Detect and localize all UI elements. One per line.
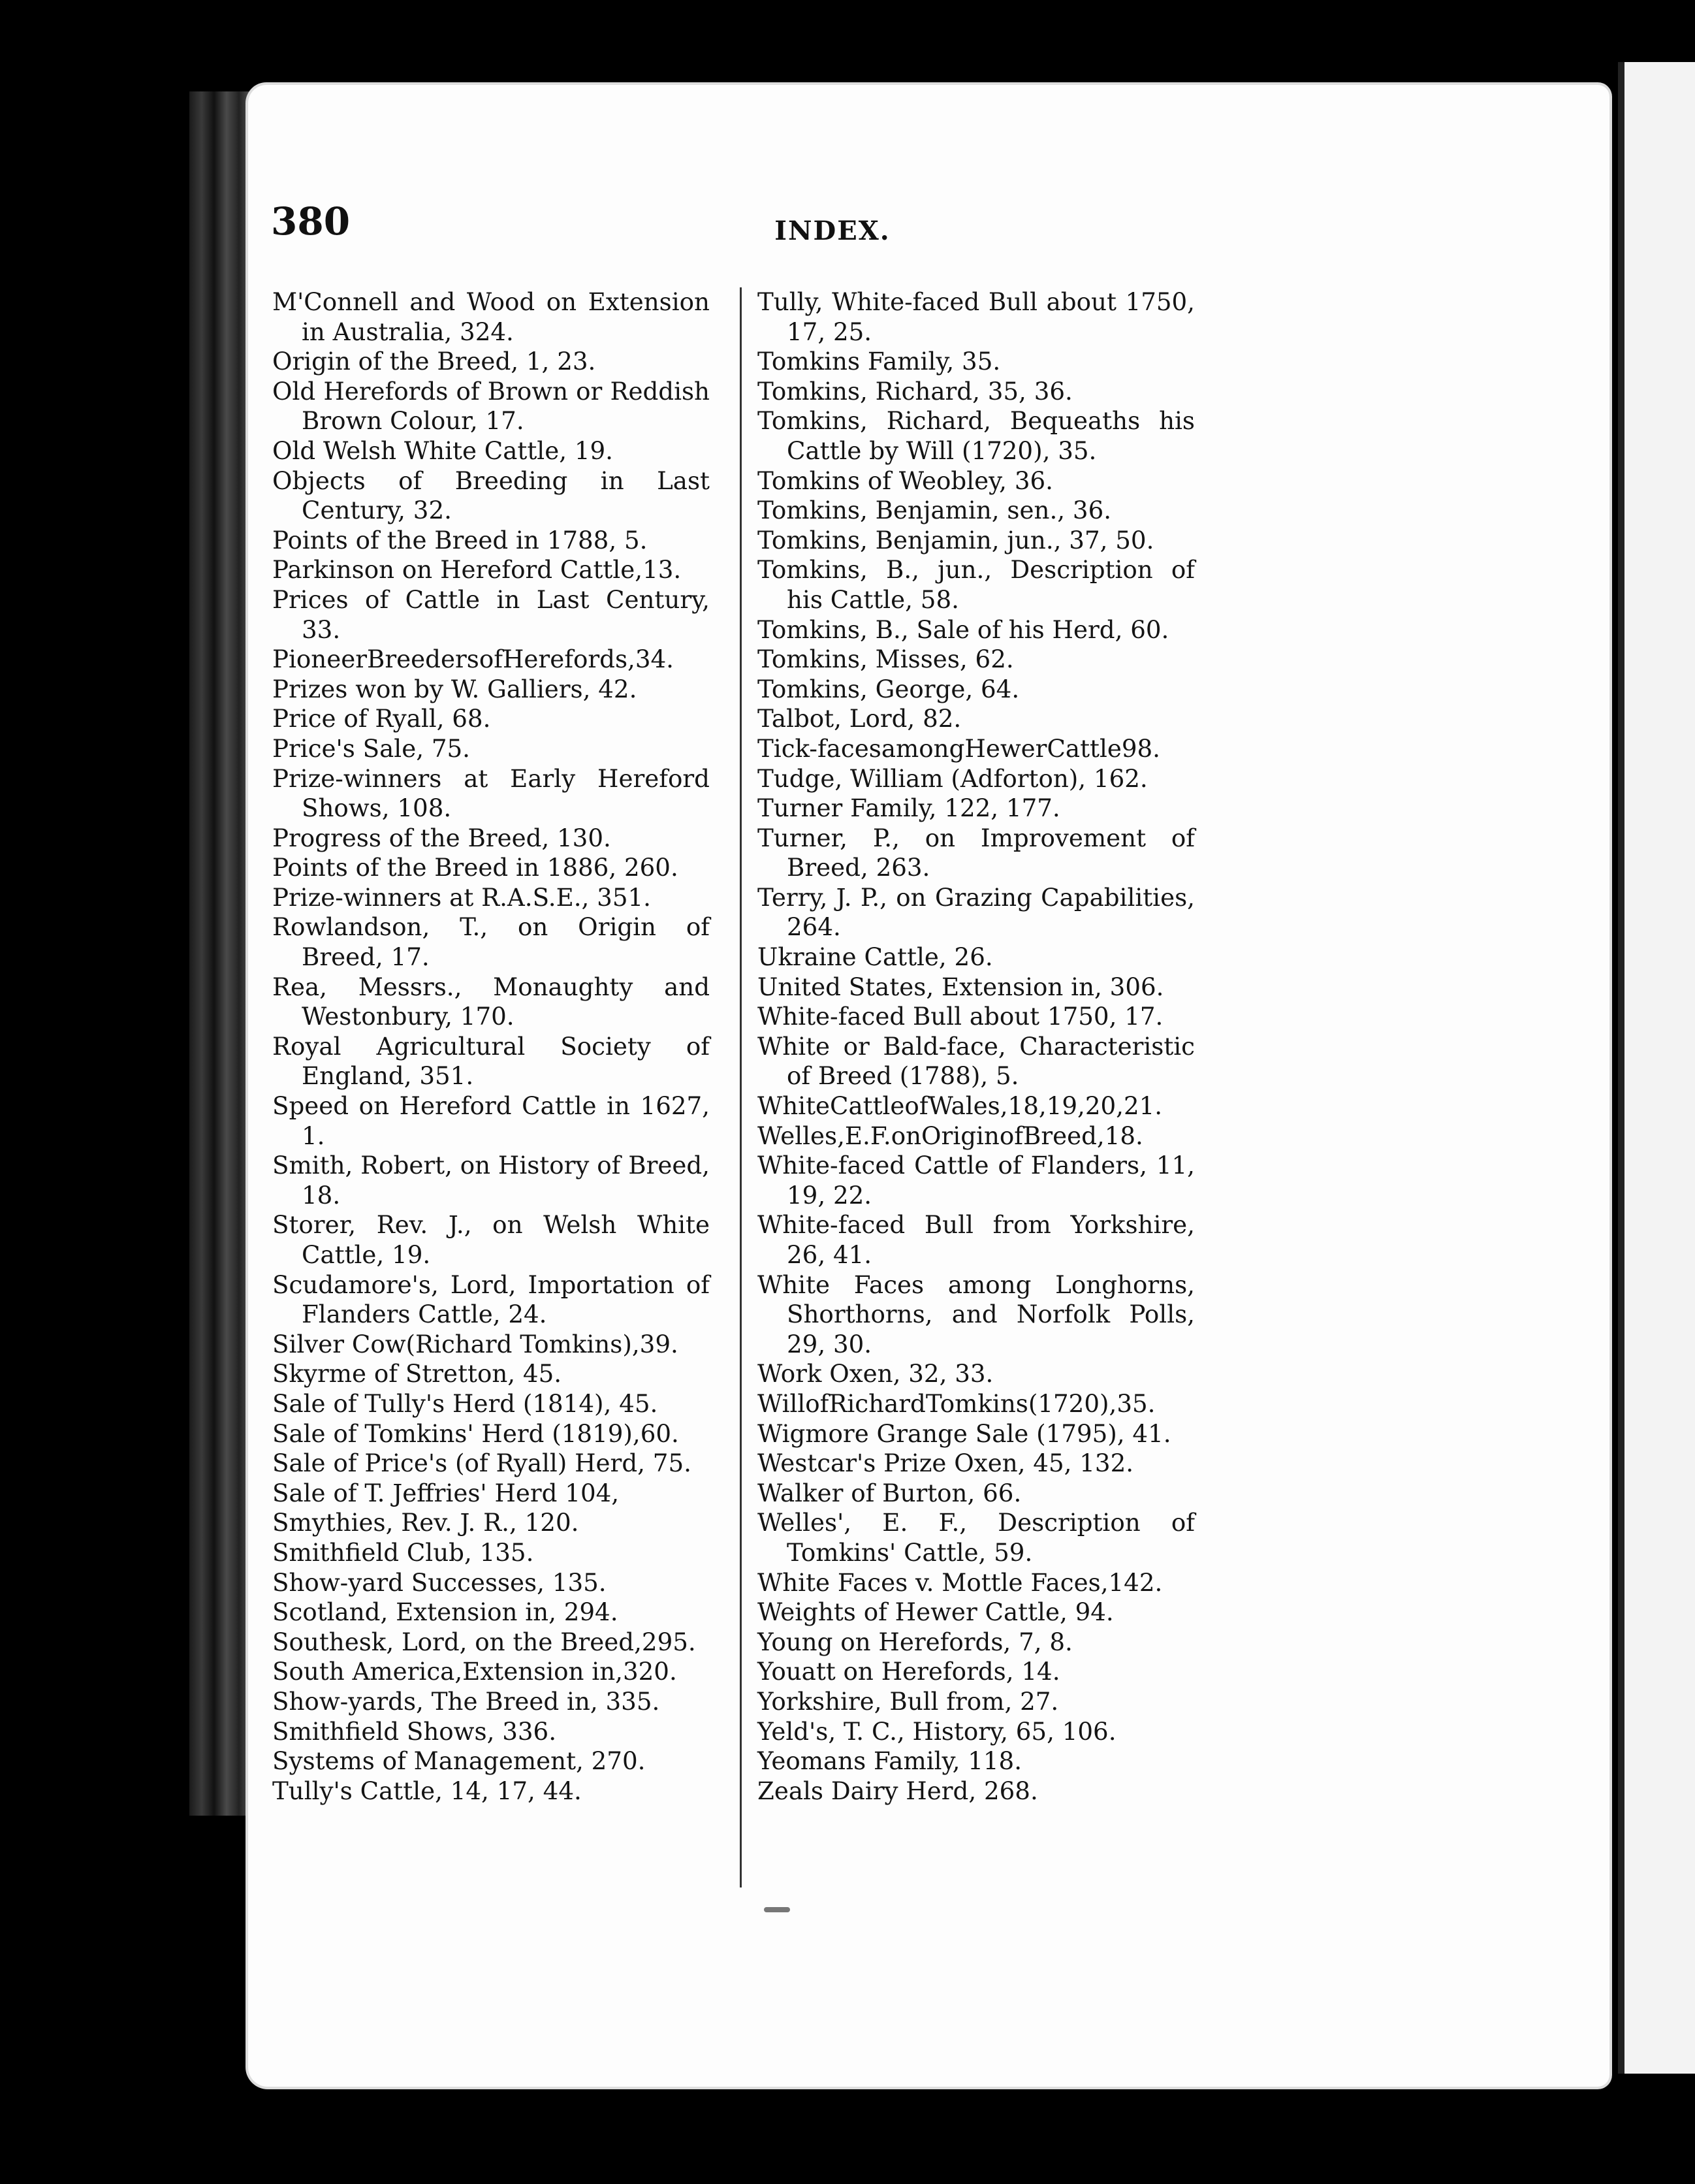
- page-number: 380: [271, 199, 351, 244]
- index-entry: White Faces v. Mottle Faces,142.: [757, 1567, 1163, 1597]
- index-entry: Sale of Tomkins' Herd (1819),60.: [272, 1419, 679, 1448]
- index-entry: Progress of the Breed, 130.: [272, 823, 611, 852]
- index-entry: Ukraine Cattle, 26.: [757, 942, 993, 972]
- index-entry: Smithfield Club, 135.: [272, 1537, 534, 1567]
- index-entry: Terry, J. P., on Grazing Capabilities, 264.: [757, 882, 1195, 942]
- index-entry: Tomkins, Richard, Bequeaths his Cattle by Will (1720), 35.: [757, 406, 1195, 465]
- index-entry: Objects of Breeding in Last Century, 32.: [272, 466, 710, 525]
- index-entry: Systems of Management, 270.: [272, 1746, 646, 1776]
- index-entry: White-faced Bull about 1750, 17.: [757, 1002, 1164, 1031]
- index-entry: Sale of T. Jeffries' Herd 104,: [272, 1478, 620, 1507]
- index-entry: Prize-winners at R.A.S.E., 351.: [272, 882, 651, 912]
- index-entry: Smythies, Rev. J. R., 120.: [272, 1508, 579, 1537]
- index-entry: Tomkins, Misses, 62.: [757, 645, 1014, 674]
- index-entry: Speed on Hereford Cattle in 1627, 1.: [272, 1091, 710, 1150]
- index-entry: Work Oxen, 32, 33.: [757, 1359, 994, 1389]
- index-entry: Silver Cow(Richard Tomkins),39.: [272, 1329, 678, 1358]
- index-entry: Southesk, Lord, on the Breed,295.: [272, 1627, 696, 1656]
- index-entry: Scudamore's, Lord, Importation of Flanders Cattle, 24.: [272, 1270, 710, 1329]
- index-entry: Young on Herefords, 7, 8.: [757, 1627, 1073, 1656]
- index-entry: Prize-winners at Early Hereford Shows, 108.: [272, 763, 710, 823]
- index-entry: Tomkins of Weobley, 36.: [757, 466, 1053, 495]
- running-head: INDEX.: [774, 216, 891, 246]
- index-entry: Tomkins, Benjamin, jun., 37, 50.: [757, 525, 1154, 554]
- printer-mark: [764, 1907, 790, 1912]
- index-entry: Talbot, Lord, 82.: [757, 704, 962, 733]
- index-entry: M'Connell and Wood on Extension in Australia, 324.: [272, 287, 710, 346]
- index-entry: Zeals Dairy Herd, 268.: [757, 1776, 1038, 1805]
- index-column-left: [272, 287, 710, 1806]
- index-entry: Show-yards, The Breed in, 335.: [272, 1686, 660, 1716]
- index-entry: Show-yard Successes, 135.: [272, 1567, 607, 1597]
- index-entry: Tully's Cattle, 14, 17, 44.: [272, 1776, 582, 1805]
- index-entry: Welles,E.F.onOriginofBreed,18.: [757, 1121, 1143, 1150]
- index-entry: Points of the Breed in 1788, 5.: [272, 525, 648, 554]
- index-entry: Tomkins, Richard, 35, 36.: [757, 376, 1073, 406]
- index-entry: Storer, Rev. J., on Welsh White Cattle, 19.: [272, 1210, 710, 1269]
- index-entry: White Faces among Longhorns, Shorthorns, and Norfolk Polls, 29, 30.: [757, 1270, 1195, 1358]
- index-entry: Sale of Price's (of Ryall) Herd, 75.: [272, 1449, 691, 1478]
- index-entry: Youatt on Herefords, 14.: [757, 1657, 1060, 1686]
- index-entry: Tomkins Family, 35.: [757, 347, 1001, 376]
- index-entry: Skyrme of Stretton, 45.: [272, 1359, 562, 1389]
- index-entry: Wigmore Grange Sale (1795), 41.: [757, 1419, 1171, 1448]
- index-entry: Tomkins, Benjamin, sen., 36.: [757, 496, 1112, 525]
- index-entry: Turner, P., on Improvement of Breed, 263.: [757, 823, 1195, 882]
- book-spine: [189, 91, 251, 1816]
- index-entry: United States, Extension in, 306.: [757, 972, 1164, 1001]
- column-divider: [740, 287, 742, 1887]
- index-entry: White-faced Cattle of Flanders, 11, 19, 22.: [757, 1151, 1195, 1210]
- index-entry: Tully, White-faced Bull about 1750, 17, 25.: [757, 287, 1195, 346]
- index-entry: Tomkins, George, 64.: [757, 674, 1020, 703]
- index-entry: Weights of Hewer Cattle, 94.: [757, 1598, 1114, 1627]
- index-entry: Smith, Robert, on History of Breed, 18.: [272, 1151, 710, 1210]
- index-entry: PioneerBreedersofHerefords,34.: [272, 645, 674, 674]
- index-entry: Tomkins, B., jun., Description of his Cattle, 58.: [757, 555, 1195, 614]
- index-entry: Turner Family, 122, 177.: [757, 794, 1060, 823]
- index-entry: Old Herefords of Brown or Reddish Brown Colour, 17.: [272, 376, 710, 436]
- index-entry: Scotland, Extension in, 294.: [272, 1598, 618, 1627]
- facing-page-edge: [1618, 62, 1695, 2074]
- index-entry: Prizes won by W. Galliers, 42.: [272, 674, 637, 703]
- index-entry: Prices of Cattle in Last Century, 33.: [272, 585, 710, 644]
- index-entry: Tick-facesamongHewerCattle98.: [757, 733, 1161, 763]
- index-entry: Old Welsh White Cattle, 19.: [272, 436, 613, 465]
- index-entry: Tomkins, B., Sale of his Herd, 60.: [757, 615, 1169, 644]
- index-entry: Points of the Breed in 1886, 260.: [272, 853, 678, 882]
- index-entry: Smithfield Shows, 336.: [272, 1716, 557, 1746]
- index-entry: Rea, Messrs., Monaughty and Westonbury, 170.: [272, 972, 710, 1031]
- index-entry: South America,Extension in,320.: [272, 1657, 677, 1686]
- index-entry: WillofRichardTomkins(1720),35.: [757, 1389, 1156, 1418]
- index-entry: WhiteCattleofWales,18,19,20,21.: [757, 1091, 1163, 1121]
- index-entry: White or Bald-face, Characteristic of Breed (1788), 5.: [757, 1031, 1195, 1091]
- index-entry: Parkinson on Hereford Cattle,13.: [272, 555, 682, 585]
- index-entry: Yeld's, T. C., History, 65, 106.: [757, 1716, 1117, 1746]
- index-entry: Welles', E. F., Description of Tomkins' Cattle, 59.: [757, 1508, 1195, 1567]
- index-entry: Westcar's Prize Oxen, 45, 132.: [757, 1449, 1134, 1478]
- index-entry: Price of Ryall, 68.: [272, 704, 491, 733]
- index-entry: Tudge, William (Adforton), 162.: [757, 763, 1148, 793]
- index-entry: White-faced Bull from Yorkshire, 26, 41.: [757, 1210, 1195, 1269]
- index-entry: Sale of Tully's Herd (1814), 45.: [272, 1389, 658, 1418]
- index-column-right: [757, 287, 1195, 1806]
- index-entry: Yorkshire, Bull from, 27.: [757, 1686, 1059, 1716]
- index-entry: Price's Sale, 75.: [272, 733, 470, 763]
- index-entry: Yeomans Family, 118.: [757, 1746, 1022, 1776]
- index-entry: Rowlandson, T., on Origin of Breed, 17.: [272, 912, 710, 972]
- index-entry: Royal Agricultural Society of England, 351.: [272, 1031, 710, 1091]
- index-entry: Origin of the Breed, 1, 23.: [272, 347, 596, 376]
- index-entry: Walker of Burton, 66.: [757, 1478, 1022, 1507]
